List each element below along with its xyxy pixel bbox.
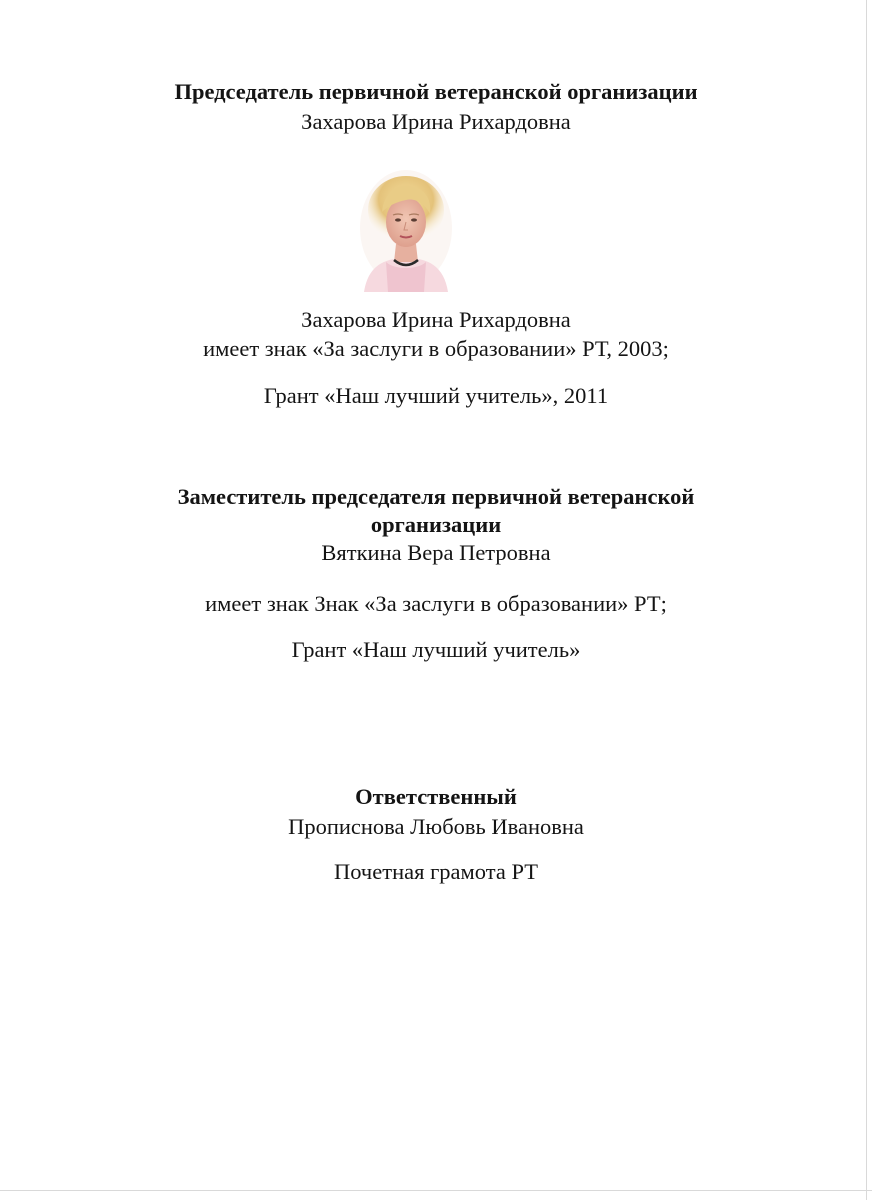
chairman-title: Председатель первичной ветеранской организации bbox=[174, 79, 698, 104]
deputy-title-line-2: организации bbox=[370, 512, 502, 537]
responsible-title: Ответственный bbox=[355, 784, 517, 809]
responsible-name: Прописнова Любовь Ивановна bbox=[288, 814, 584, 839]
deputy-award-line-1: имеет знак Знак «За заслуги в образовании» РТ; bbox=[205, 591, 667, 616]
chairman-award-line-1: имеет знак «За заслуги в образовании» РТ, 2003; bbox=[203, 336, 669, 361]
deputy-award-line-2: Грант «Наш лучший учитель» bbox=[291, 637, 581, 662]
chairman-award-name: Захарова Ирина Рихардовна bbox=[301, 307, 571, 332]
deputy-name: Вяткина Вера Петровна bbox=[321, 540, 551, 565]
chairman-photo bbox=[358, 170, 454, 292]
chairman-name: Захарова Ирина Рихардовна bbox=[301, 109, 571, 134]
scan-edge-right bbox=[866, 0, 867, 1200]
deputy-title-line-1: Заместитель председателя первичной ветеранской bbox=[177, 484, 695, 509]
chairman-award-line-2: Грант «Наш лучший учитель», 2011 bbox=[263, 383, 609, 408]
scan-edge-bottom bbox=[0, 1190, 872, 1191]
responsible-award: Почетная грамота РТ bbox=[334, 859, 538, 884]
